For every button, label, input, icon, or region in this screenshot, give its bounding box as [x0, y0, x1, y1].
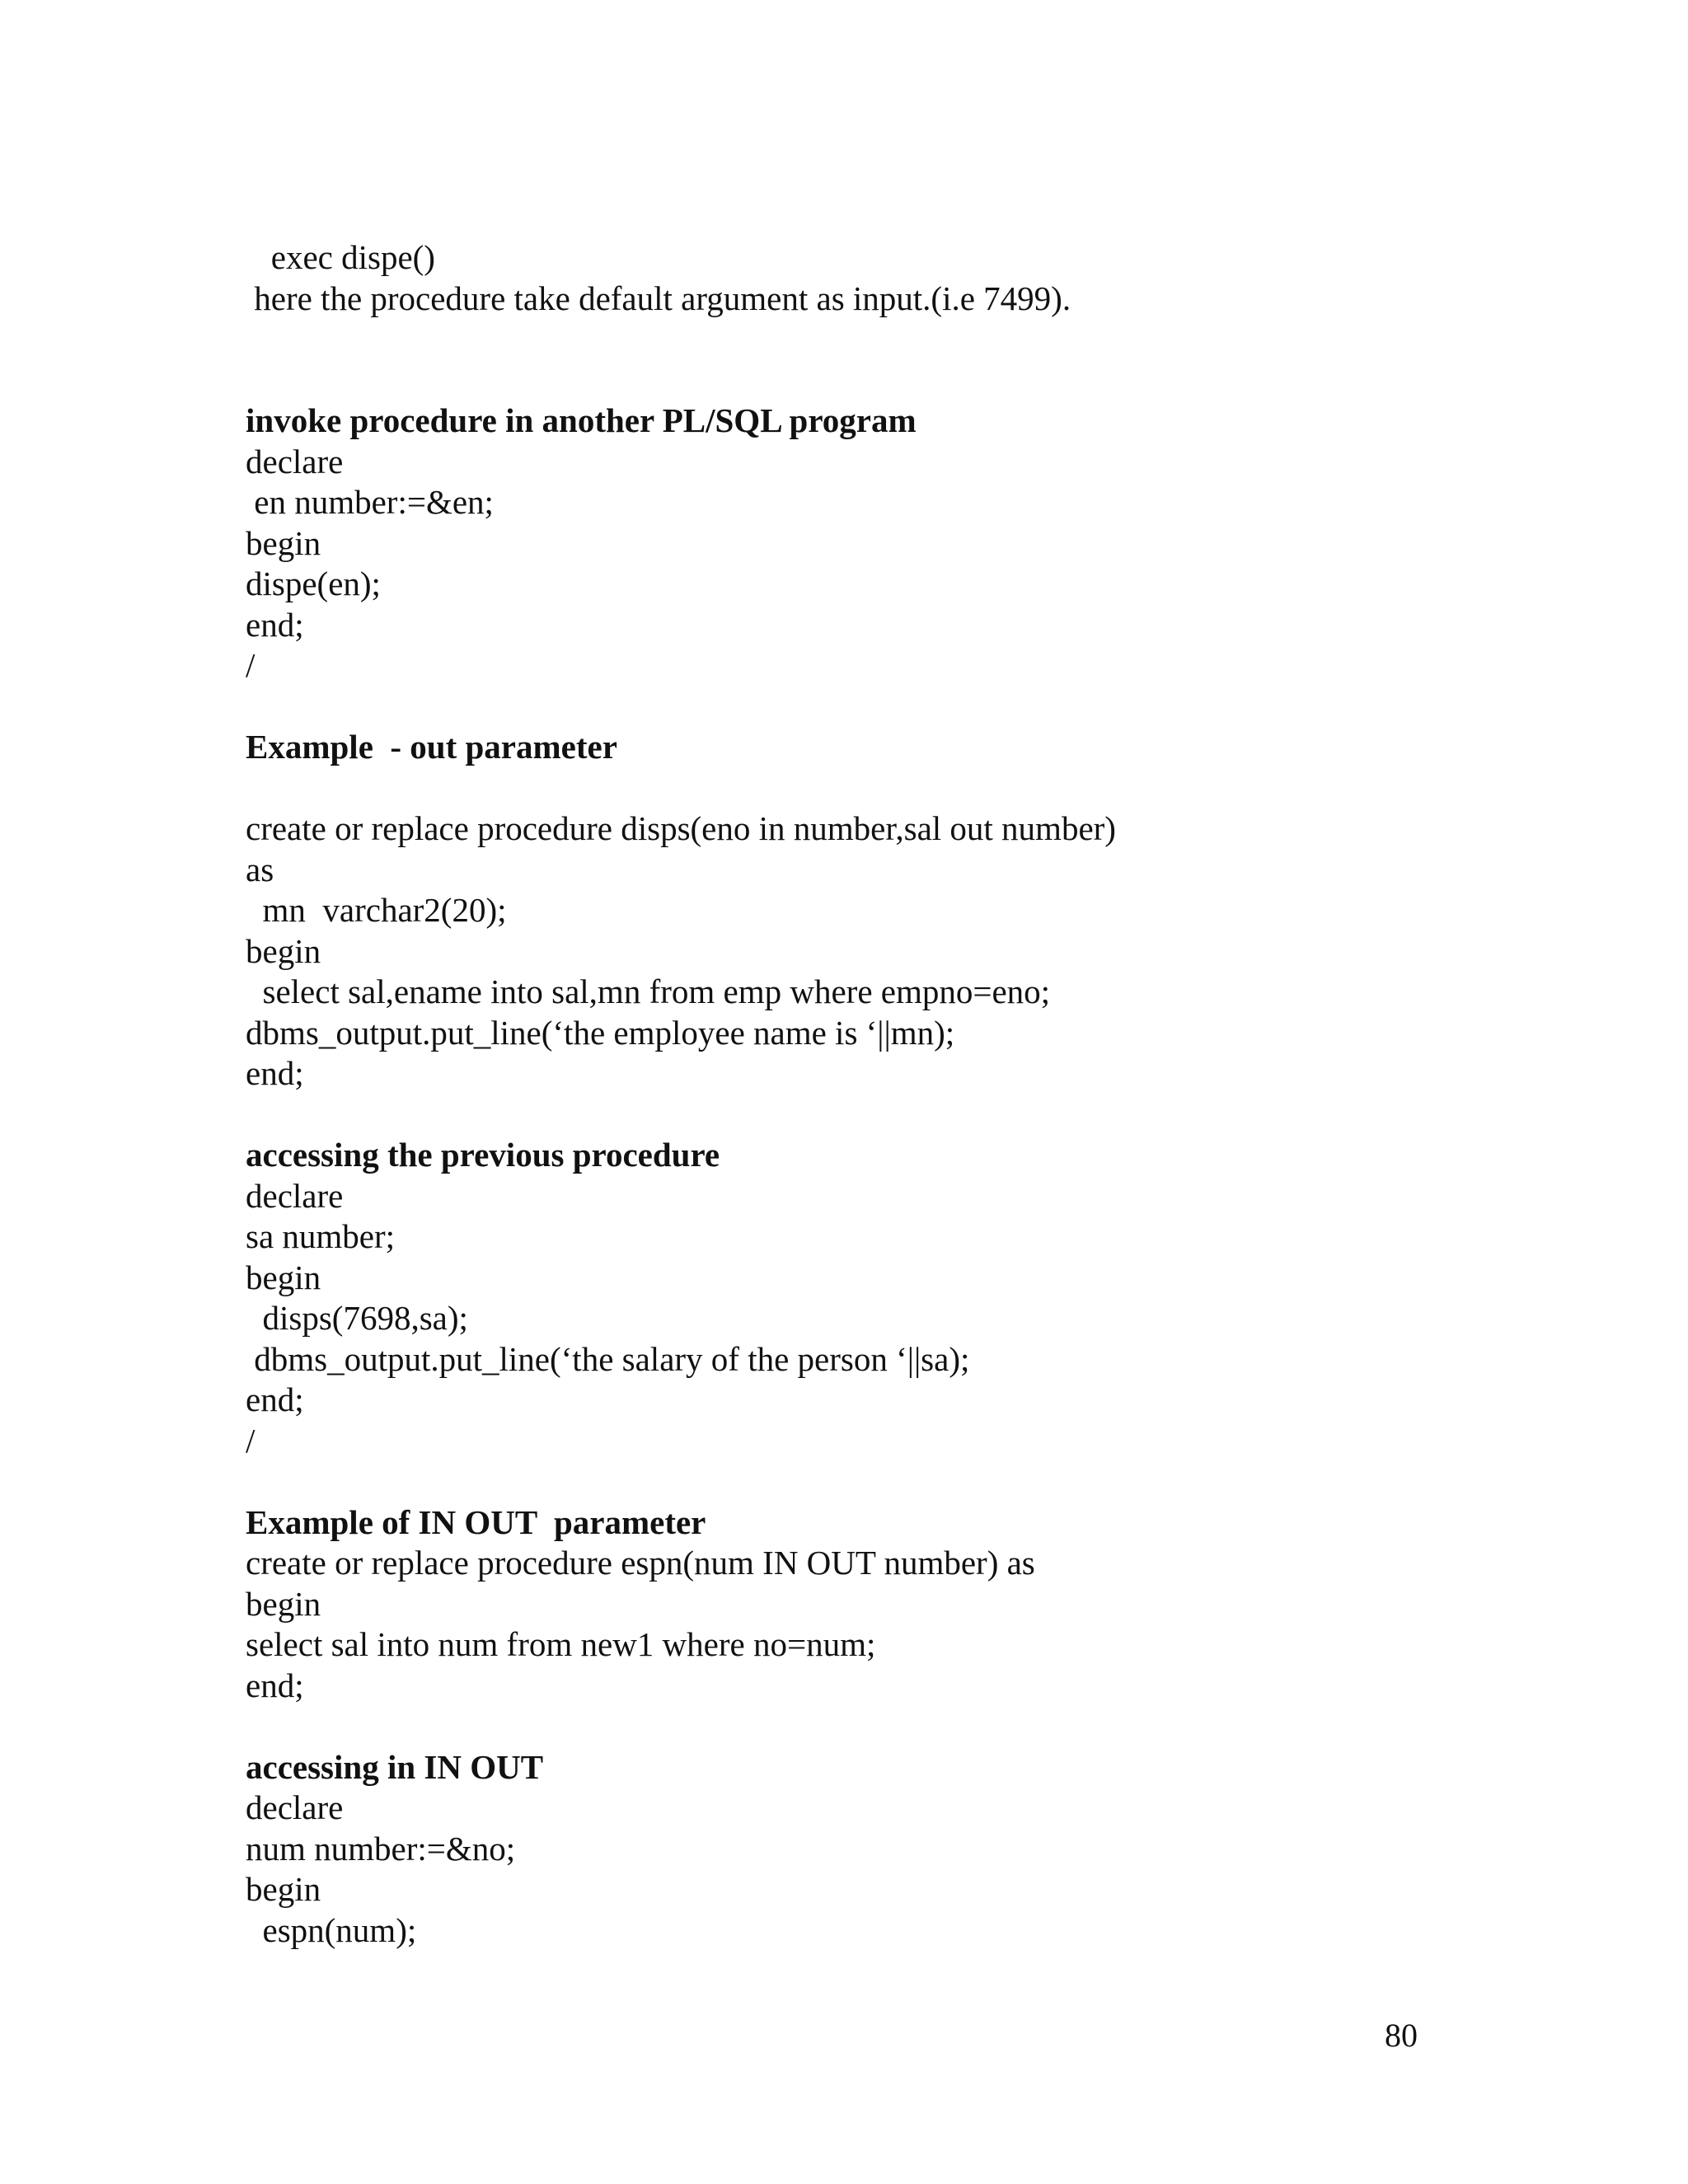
code-line: end; [246, 1666, 304, 1704]
code-line: declare [246, 1788, 344, 1826]
code-line: begin [246, 523, 321, 562]
body-text-line: here the procedure take default argument as input.(i.e 7499). [246, 279, 1071, 317]
code-line: end; [246, 1380, 304, 1418]
page-number: 80 [1385, 2017, 1418, 2054]
code-line: create or replace procedure espn(num IN OUT number) as [246, 1544, 1035, 1582]
code-line: exec dispe() [246, 238, 435, 276]
code-line: as [246, 850, 274, 888]
code-line: begin [246, 931, 321, 970]
code-line: dbms_output.put_line(‘the employee name is ‘||mn); [246, 1013, 955, 1052]
blank-line [246, 768, 1482, 809]
code-line: begin [246, 1258, 321, 1296]
code-line: end; [246, 1054, 304, 1092]
blank-line [246, 1706, 1482, 1747]
section-heading: Example of IN OUT parameter [246, 1502, 706, 1541]
code-line: dispe(en); [246, 565, 381, 602]
code-line: begin [246, 1584, 321, 1623]
code-line: declare [246, 442, 344, 480]
code-line: mn varchar2(20); [246, 891, 507, 929]
section-heading: accessing the previous procedure [246, 1136, 720, 1174]
section-heading: Example - out parameter [246, 728, 617, 766]
code-line: declare [246, 1176, 344, 1215]
code-line: disps(7698,sa); [246, 1299, 468, 1337]
code-line: sa number; [246, 1217, 396, 1255]
code-line: en number:=&en; [246, 483, 494, 521]
page-body [246, 237, 1482, 1951]
section-heading: accessing in IN OUT [246, 1747, 544, 1786]
code-line: begin [246, 1870, 321, 1908]
code-line: end; [246, 605, 304, 644]
code-line: dbms_output.put_line(‘the salary of the person ‘||sa); [246, 1339, 970, 1378]
section-heading: invoke procedure in another PL/SQL program [246, 401, 917, 439]
code-line: select sal into num from new1 where no=num; [246, 1625, 876, 1663]
code-line: espn(num); [246, 1910, 417, 1949]
code-line: / [246, 1421, 256, 1460]
code-line: create or replace procedure disps(eno in number,sal out number) [246, 809, 1116, 847]
code-line: / [246, 646, 256, 684]
blank-line [246, 1094, 1482, 1136]
code-line: num number:=&no; [246, 1829, 516, 1868]
blank-line [246, 687, 1482, 728]
code-line: select sal,ename into sal,mn from emp where empno=eno; [246, 972, 1051, 1010]
blank-line [246, 360, 1482, 401]
blank-line [246, 1461, 1482, 1502]
blank-line [246, 319, 1482, 360]
